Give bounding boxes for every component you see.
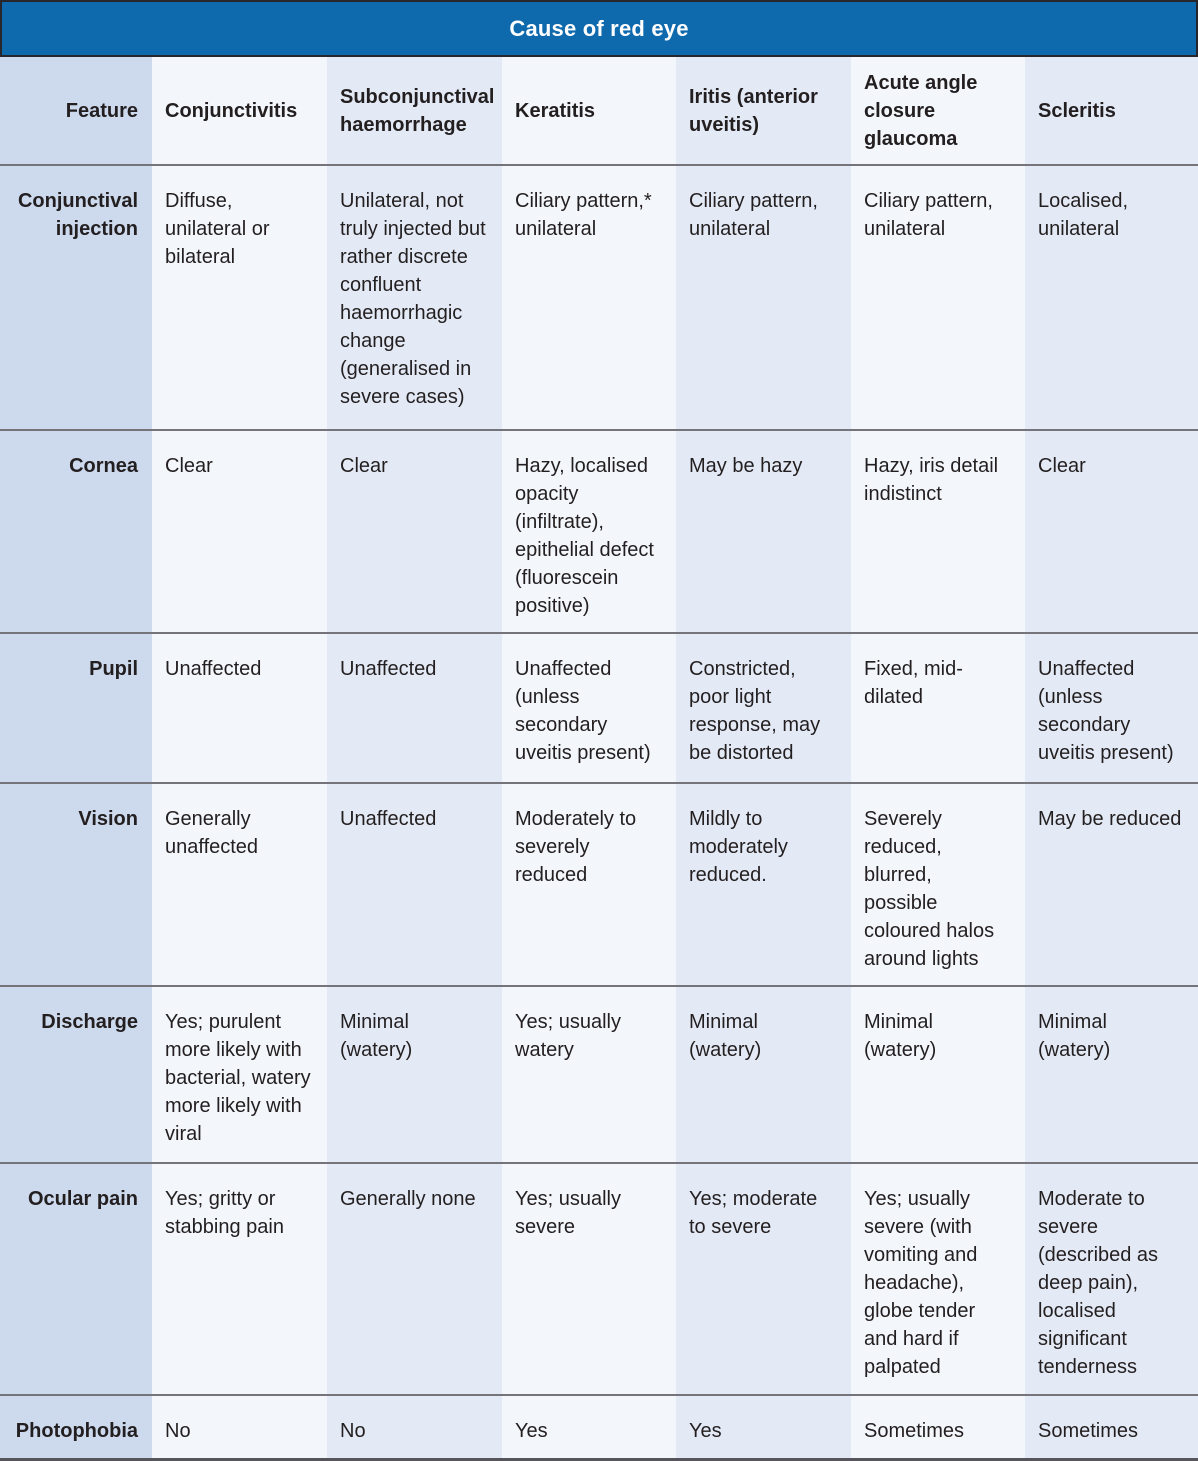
- column-header-conjunctivitis: Conjunctivitis: [152, 57, 327, 165]
- data-cell: Clear: [152, 430, 327, 633]
- data-cell: Ciliary pattern,* unilateral: [502, 165, 676, 430]
- data-cell: Unaffected: [152, 633, 327, 783]
- column-header-feature: Feature: [0, 57, 152, 165]
- feature-cell: Discharge: [0, 986, 152, 1163]
- data-cell: Moderate to severe (described as deep pain), localised significant tenderness: [1025, 1163, 1198, 1395]
- table-title: Cause of red eye: [509, 15, 689, 41]
- data-cell: Mildly to moderately reduced.: [676, 783, 851, 986]
- data-cell: Yes: [502, 1395, 676, 1459]
- column-header-keratitis: Keratitis: [502, 57, 676, 165]
- column-header-subconjunctival-haemorrhage: Subconjunctival haemorrhage: [327, 57, 502, 165]
- data-cell: May be hazy: [676, 430, 851, 633]
- feature-cell: Pupil: [0, 633, 152, 783]
- data-cell: Unaffected: [327, 633, 502, 783]
- data-cell: Ciliary pattern, unilateral: [851, 165, 1025, 430]
- column-header-scleritis: Scleritis: [1025, 57, 1198, 165]
- table-row-vision: [0, 783, 1198, 986]
- red-eye-table: [0, 57, 1198, 1461]
- data-cell: Severely reduced, blurred, possible coloured halos around lights: [851, 783, 1025, 986]
- data-cell: Unaffected (unless secondary uveitis present): [502, 633, 676, 783]
- data-cell: Constricted, poor light response, may be distorted: [676, 633, 851, 783]
- data-cell: Yes; usually severe: [502, 1163, 676, 1395]
- data-cell: Yes: [676, 1395, 851, 1459]
- table-row-conjunctival-injection: [0, 165, 1198, 430]
- data-cell: Fixed, mid-dilated: [851, 633, 1025, 783]
- column-header-iritis: Iritis (anterior uveitis): [676, 57, 851, 165]
- feature-cell: Ocular pain: [0, 1163, 152, 1395]
- data-cell: Minimal (watery): [1025, 986, 1198, 1163]
- data-cell: Unilateral, not truly injected but rather discrete confluent haemorrhagic change (generalised in severe cases): [327, 165, 502, 430]
- data-cell: Yes; usually severe (with vomiting and headache), globe tender and hard if palpated: [851, 1163, 1025, 1395]
- data-cell: Clear: [327, 430, 502, 633]
- data-cell: No: [152, 1395, 327, 1459]
- feature-cell: Photophobia: [0, 1395, 152, 1459]
- data-cell: Clear: [1025, 430, 1198, 633]
- data-cell: Unaffected (unless secondary uveitis present): [1025, 633, 1198, 783]
- column-header-acute-angle-closure-glaucoma: Acute angle closure glaucoma: [851, 57, 1025, 165]
- data-cell: Sometimes: [851, 1395, 1025, 1459]
- table-row-pupil: [0, 633, 1198, 783]
- data-cell: No: [327, 1395, 502, 1459]
- feature-cell: Cornea: [0, 430, 152, 633]
- data-cell: Yes; moderate to severe: [676, 1163, 851, 1395]
- table-title-bar: [0, 0, 1198, 57]
- data-cell: Ciliary pattern, unilateral: [676, 165, 851, 430]
- data-cell: Generally unaffected: [152, 783, 327, 986]
- table-row-photophobia: [0, 1395, 1198, 1459]
- data-cell: Yes; usually watery: [502, 986, 676, 1163]
- table-row-ocular-pain: [0, 1163, 1198, 1395]
- data-cell: Moderately to severely reduced: [502, 783, 676, 986]
- data-cell: May be reduced: [1025, 783, 1198, 986]
- table-row-cornea: [0, 430, 1198, 633]
- data-cell: Diffuse, unilateral or bilateral: [152, 165, 327, 430]
- data-cell: Hazy, localised opacity (infiltrate), epithelial defect (fluorescein positive): [502, 430, 676, 633]
- table-row-discharge: [0, 986, 1198, 1163]
- data-cell: Localised, unilateral: [1025, 165, 1198, 430]
- data-cell: Generally none: [327, 1163, 502, 1395]
- data-cell: Minimal (watery): [327, 986, 502, 1163]
- data-cell: Yes; gritty or stabbing pain: [152, 1163, 327, 1395]
- data-cell: Yes; purulent more likely with bacterial, watery more likely with viral: [152, 986, 327, 1163]
- header-row: [0, 57, 1198, 165]
- data-cell: Minimal (watery): [676, 986, 851, 1163]
- feature-cell: Conjunctival injection: [0, 165, 152, 430]
- data-cell: Hazy, iris detail indistinct: [851, 430, 1025, 633]
- data-cell: Sometimes: [1025, 1395, 1198, 1459]
- feature-cell: Vision: [0, 783, 152, 986]
- data-cell: Unaffected: [327, 783, 502, 986]
- data-cell: Minimal (watery): [851, 986, 1025, 1163]
